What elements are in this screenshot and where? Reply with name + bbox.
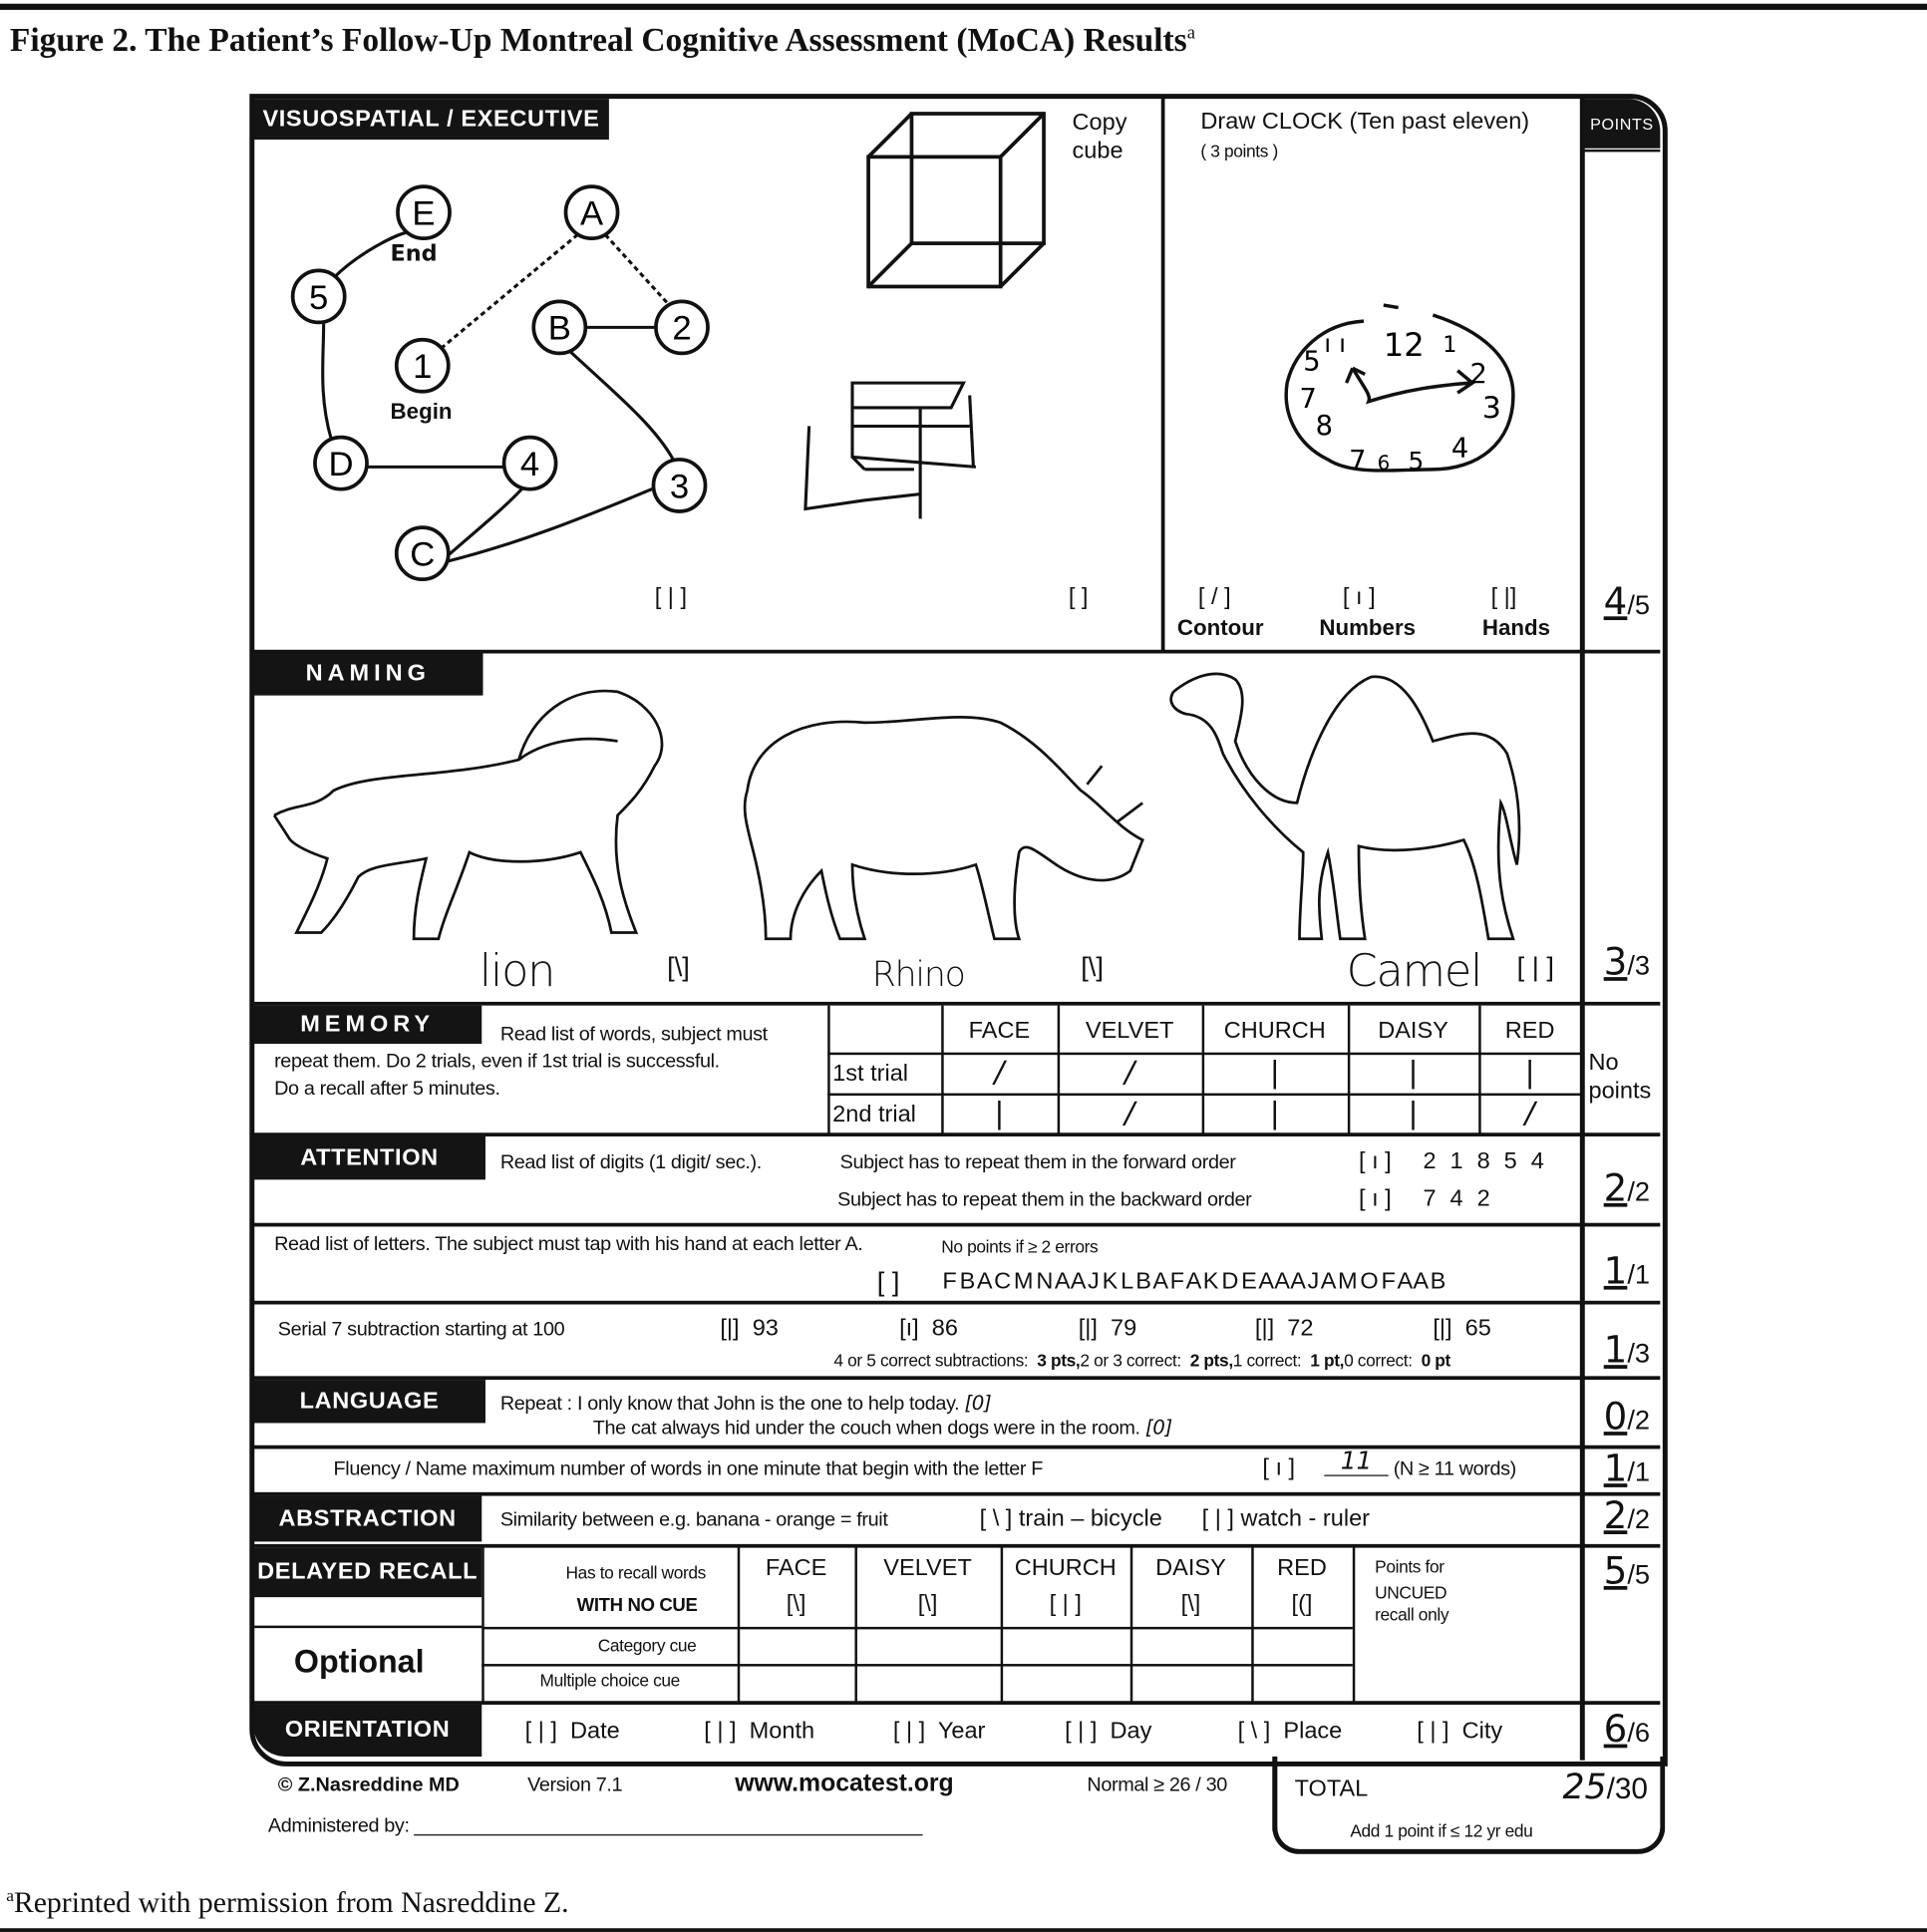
clock-title: Draw CLOCK (Ten past eleven) (1200, 109, 1530, 136)
naming-answer-rhinoceros: Rhino (871, 953, 965, 995)
abstraction-points: 2/2 (1603, 1494, 1651, 1538)
backward-score: [ ı ] (1359, 1185, 1392, 1212)
orientation-item-place (1238, 1719, 1343, 1746)
fluency-count: 11 (1324, 1446, 1388, 1476)
serial-score: [|] (1433, 1315, 1452, 1342)
naming-answer-camel: Camel (1346, 946, 1482, 997)
recall-word-header: VELVET (883, 1555, 972, 1582)
recall-word-score: [(] (1291, 1590, 1313, 1617)
serial-score: [|] (1078, 1315, 1098, 1342)
recall-word-score: [\] (917, 1590, 938, 1617)
orientation-label-text: City (1461, 1718, 1503, 1745)
orientation-label: ORIENTATION (253, 1705, 482, 1757)
numbers-label: Numbers (1319, 615, 1417, 640)
figure-title: Figure 2. The Patient’s Follow-Up Montreal Cognitive Assessment (MoCA) Results$^a$ (9, 21, 1195, 59)
naming-points: 3/3 (1603, 941, 1651, 985)
trail-score: [ | ] (654, 584, 688, 611)
memory-trial-label: 2nd trial (832, 1102, 916, 1128)
points-header: POINTS (1584, 99, 1661, 149)
contour-label: Contour (1176, 615, 1264, 640)
abstraction-label: ABSTRACTION (253, 1496, 482, 1542)
orientation-item-date (525, 1719, 620, 1746)
footnote: $^a$Reprinted with permission from Nasreddine Z. (6, 1887, 569, 1920)
recall-note-1: Points for (1375, 1556, 1445, 1577)
trail-node-label: 4 (519, 446, 540, 484)
version: Version 7.1 (527, 1774, 623, 1796)
administered-by-field[interactable] (414, 1834, 923, 1835)
clock-number: 12 (1383, 325, 1425, 364)
serial-points: 1/3 (1603, 1329, 1651, 1373)
rhino-drawing (745, 717, 1142, 938)
fluency-points: 1/1 (1603, 1448, 1651, 1491)
repeat-sentence-2: The cat always hid under the couch when dogs were in the room. [0] (592, 1416, 1172, 1440)
serial-score: [|] (1254, 1315, 1275, 1342)
serial-item (1255, 1316, 1313, 1343)
trail-node-label: 3 (669, 468, 690, 506)
backward-instr: Subject has to repeat them in the backward order (837, 1189, 1252, 1211)
clock-number: 1 (1443, 332, 1457, 359)
contour-score: [ / ] (1197, 584, 1231, 611)
letters-sequence: F B A C M N A A J K L B A F A K D E A A A J A M O F A A B (942, 1268, 1445, 1295)
multiple-choice-cue-label: Multiple choice cue (539, 1670, 680, 1691)
orientation-label-text: Place (1283, 1718, 1343, 1745)
serial-score: [|] (720, 1315, 740, 1342)
orientation-score: [ | ] (1417, 1718, 1449, 1745)
visuospatial-label: VISUOSPATIAL / EXECUTIVE (253, 99, 609, 140)
memory-trial-mark: / (1124, 1055, 1135, 1090)
visuospatial-points: 4/5 (1603, 580, 1651, 624)
serial-value: 86 (931, 1315, 958, 1342)
serial-item (1433, 1316, 1490, 1343)
forward-score: [ ı ] (1359, 1148, 1392, 1175)
repeat-points: 0/2 (1603, 1396, 1651, 1440)
naming-score-rhinoceros: [\] (1081, 951, 1104, 983)
begin-label: Begin (390, 399, 453, 425)
memory-word-header: VELVET (1085, 1018, 1174, 1045)
memory-trial-mark: | (1408, 1096, 1419, 1130)
trail-node-label: C (410, 535, 436, 574)
recall-word-score: [\] (1180, 1590, 1201, 1617)
serial-value: 93 (752, 1315, 779, 1342)
memory-word-header: RED (1504, 1018, 1555, 1045)
trail-node-label: A (579, 194, 604, 233)
optional-label: Optional (293, 1643, 425, 1681)
memory-word-header: FACE (968, 1018, 1031, 1045)
recall-word-header: CHURCH (1014, 1555, 1117, 1582)
naming-score-lion: [\] (667, 951, 690, 983)
recall-points: 5/5 (1603, 1550, 1651, 1594)
cube-score: [ ] (1068, 584, 1089, 611)
letters-note: No points if ≥ 2 errors (941, 1236, 1099, 1257)
naming-score-camel: [ | ] (1516, 951, 1555, 983)
recall-col-line (482, 1546, 483, 1702)
repeat-sentence-1: Repeat : I only know that John is the one to help today. [0] (499, 1391, 992, 1415)
orientation-points: 6/6 (1603, 1708, 1651, 1753)
naming-answer-lion: lion (479, 946, 555, 997)
recall-instr-1: Has to recall words (565, 1562, 706, 1583)
naming-label: NAMING (253, 653, 482, 695)
memory-label: MEMORY (253, 1006, 482, 1044)
trail-node-label: B (547, 309, 571, 348)
clock-number: 5 (1303, 346, 1321, 378)
memory-word-header: DAISY (1378, 1018, 1448, 1045)
digits-instr: Read list of digits (1 digit/ sec.). (499, 1152, 762, 1174)
numbers-score: [ ı ] (1342, 584, 1376, 611)
trail-node-label: E (412, 194, 436, 233)
forward-digits: 2 1 8 5 4 (1423, 1148, 1548, 1175)
category-cue-label: Category cue (597, 1635, 697, 1656)
orientation-label-text: Date (569, 1718, 620, 1745)
recall-word-score: [ | ] (1049, 1590, 1082, 1617)
serial-item (720, 1316, 778, 1343)
orientation-item-month (704, 1719, 814, 1746)
memory-trial-mark: / (1124, 1096, 1135, 1130)
clock-number: 7 (1349, 445, 1367, 477)
total-label: TOTAL (1294, 1775, 1369, 1802)
recall-instr-2: WITH NO CUE (576, 1594, 698, 1616)
memory-trial-mark: | (1269, 1096, 1280, 1130)
forward-instr: Subject has to repeat them in the forward order (839, 1152, 1236, 1174)
orientation-score: [ \ ] (1237, 1718, 1271, 1745)
orientation-item-day (1065, 1719, 1151, 1746)
fluency-score: [ ı ] (1262, 1454, 1296, 1481)
memory-points-1: No (1588, 1050, 1619, 1077)
recall-col-line (1353, 1546, 1355, 1702)
hands-label: Hands (1481, 615, 1551, 640)
fluency-requirement: (N ≥ 11 words) (1393, 1458, 1516, 1480)
recall-word-header: DAISY (1155, 1555, 1226, 1582)
trail-node-label: 1 (413, 348, 433, 387)
letters-instr: Read list of letters. The subject must tap with his hand at each letter A. (274, 1233, 863, 1255)
memory-table-col-line (827, 1006, 829, 1134)
memory-trial-mark: | (1269, 1055, 1280, 1090)
total-box-left (1272, 1757, 1277, 1830)
clock-number: 7 (1299, 383, 1317, 415)
trail-node-label: 5 (309, 278, 329, 317)
website-link[interactable]: www.mocatest.org (735, 1770, 954, 1797)
memory-trial-mark: | (1408, 1055, 1419, 1090)
language-label: LANGUAGE (253, 1380, 485, 1423)
digits-points: 2/2 (1603, 1166, 1651, 1211)
orientation-score: [ | ] (524, 1718, 557, 1745)
memory-trial-mark: | (994, 1096, 1005, 1130)
memory-word-header: CHURCH (1223, 1018, 1326, 1045)
memory-instr-3: Do a recall after 5 minutes. (274, 1078, 500, 1100)
abstraction-item-2: [ | ] watch - ruler (1201, 1505, 1371, 1532)
serial-item (899, 1316, 958, 1343)
administered-by-label: Administered by: (267, 1815, 410, 1837)
serial-value: 79 (1111, 1315, 1137, 1342)
serial-value: 65 (1464, 1315, 1491, 1342)
cube-label-1: Copy (1072, 110, 1127, 137)
memory-instr-1: Read list of words, subject must (499, 1024, 768, 1046)
clock-subtitle: ( 3 points ) (1200, 141, 1278, 161)
trail-node-label: D (328, 446, 354, 484)
serial-value: 72 (1287, 1315, 1314, 1342)
serial-item (1079, 1316, 1136, 1343)
recall-note-2: UNCUED (1375, 1582, 1447, 1603)
memory-trial-mark: / (994, 1055, 1005, 1090)
clock-number: 3 (1481, 390, 1501, 426)
lion-drawing (274, 691, 662, 939)
memory-trial-mark: / (1524, 1096, 1535, 1130)
serial-scoring-rule: 4 or 5 correct subtractions: 3 pts,2 or 3 correct: 2 pts,1 correct: 1 pt,0 correct: 0 pt (833, 1350, 1450, 1371)
recall-word-score: [\] (786, 1590, 806, 1617)
camel-drawing (1171, 674, 1519, 939)
recall-word-header: RED (1277, 1555, 1327, 1582)
memory-trial-mark: | (1524, 1055, 1535, 1090)
memory-instr-2: repeat them. Do 2 trials, even if 1st trial is successful. (274, 1051, 720, 1073)
education-note: Add 1 point if ≤ 12 yr edu (1350, 1820, 1533, 1841)
recall-note-3: recall only (1375, 1604, 1449, 1625)
clock-number: 8 (1315, 411, 1333, 443)
orientation-label-text: Month (749, 1718, 815, 1745)
delayed-recall-label: DELAYED RECALL (253, 1548, 482, 1598)
cube-label-2: cube (1072, 138, 1124, 164)
abstraction-item-1: [ \ ] train – bicycle (979, 1505, 1162, 1532)
orientation-item-year (893, 1719, 986, 1746)
clock-number: 4 (1450, 433, 1469, 465)
trail-node-label: 2 (672, 309, 692, 348)
normal-range: Normal ≥ 26 / 30 (1087, 1774, 1227, 1796)
abstraction-instr: Similarity between e.g. banana - orange = fruit (499, 1509, 888, 1531)
serial-score: [ı] (899, 1315, 919, 1342)
recall-row-line (482, 1664, 1353, 1666)
memory-points-2: points (1588, 1078, 1652, 1105)
fluency-instr: Fluency / Name maximum number of words in one minute that begin with the letter F (333, 1458, 1044, 1480)
clock-number: ı ı (1324, 329, 1346, 359)
orientation-label-text: Year (937, 1718, 986, 1745)
attention-label: ATTENTION (253, 1136, 485, 1179)
recall-word-header: FACE (765, 1555, 827, 1582)
letters-score: [ ] (876, 1266, 900, 1298)
end-label: End (390, 240, 438, 267)
memory-trial-label: 1st trial (832, 1061, 909, 1088)
orientation-score: [ | ] (1065, 1718, 1098, 1745)
clock-number: 2 (1469, 359, 1487, 391)
letters-points: 1/1 (1603, 1249, 1651, 1294)
clock-number: 6 (1377, 451, 1391, 475)
total-score: 25/30 (1562, 1766, 1648, 1807)
backward-digits: 7 4 2 (1423, 1185, 1494, 1212)
copyright: © Z.Nasreddine MD (277, 1774, 460, 1796)
recall-row-line (482, 1627, 1353, 1629)
clock-number: 5 (1408, 446, 1425, 476)
orientation-score: [ | ] (892, 1718, 926, 1745)
serial-instr: Serial 7 subtraction starting at 100 (277, 1319, 565, 1341)
bottom-rule (0, 1928, 1927, 1932)
orientation-item-city (1417, 1719, 1502, 1746)
orientation-score: [ | ] (704, 1718, 737, 1745)
orientation-label-text: Day (1110, 1718, 1152, 1745)
hands-score: [ |] (1490, 584, 1517, 611)
